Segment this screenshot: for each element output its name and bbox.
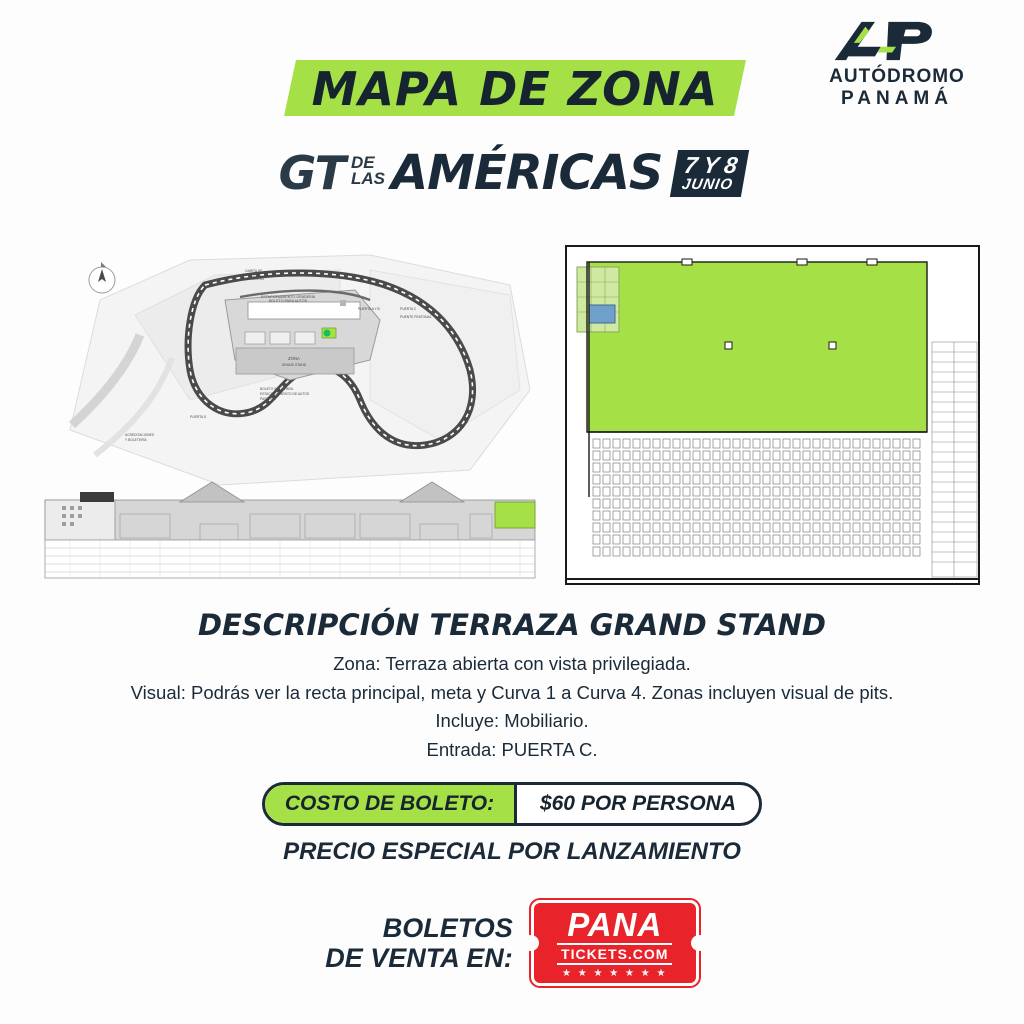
event-delas-label — [350, 152, 385, 191]
price-value: $60 POR PERSONA — [539, 792, 737, 815]
tickets-label-line1: BOLETOS — [382, 912, 513, 943]
svg-text:PUENTE PEATONAL: PUENTE PEATONAL — [400, 315, 432, 319]
event-subtitle — [0, 145, 1024, 201]
panatickets-logo-main: PANA — [567, 905, 663, 943]
price-box — [262, 782, 762, 826]
description-line-incluye: Incluye: Mobiliario. — [435, 710, 589, 732]
description-title: DESCRIPCIÓN TERRAZA GRAND STAND — [197, 608, 826, 642]
description-body — [0, 650, 1024, 765]
event-gt-label: GT — [278, 146, 345, 200]
zone-detail-map — [565, 245, 980, 585]
grandstand-elevation — [40, 480, 540, 585]
brand-logo — [792, 18, 1002, 110]
panatickets-logo-stars: ★ ★ ★ ★ ★ ★ ★ — [562, 967, 668, 979]
svg-text:PUERTA A Y B: PUERTA A Y B — [358, 307, 380, 311]
price-note: PRECIO ESPECIAL POR LANZAMIENTO — [283, 838, 741, 865]
description-line-visual: Visual: Podrás ver la recta principal, meta y Curva 1 a Curva 4. Zonas incluyen visual de pits. — [130, 681, 894, 703]
tickets-label — [325, 913, 513, 973]
svg-text:ESTACIONAMIENTO GRADERÍA: ESTACIONAMIENTO GRADERÍA — [260, 295, 316, 299]
svg-text:ESTACIONAMIENTO DE AUTOS: ESTACIONAMIENTO DE AUTOS — [260, 392, 310, 396]
svg-text:PASEROS: PASEROS — [260, 397, 276, 401]
circuit-map — [40, 240, 540, 490]
svg-text:GRAND STAND: GRAND STAND — [281, 363, 307, 367]
svg-text:DE ACCESO: DE ACCESO — [245, 277, 265, 281]
event-de-label: DE — [350, 152, 375, 172]
event-date-badge — [670, 150, 749, 197]
autodromo-panama-logo-icon — [792, 18, 1002, 64]
description-line-zona: Zona: Terraza abierta con vista privilegiada. — [333, 653, 691, 674]
event-date-days: 7 Y 8 — [682, 151, 741, 178]
description-line-entrada: Entrada: PUERTA C. — [426, 739, 598, 761]
event-date-month: JUNIO — [681, 175, 735, 193]
page-title: MAPA DE ZONA — [311, 62, 719, 116]
price-label: COSTO DE BOLETO: — [265, 785, 517, 823]
svg-text:PUERTA D: PUERTA D — [190, 415, 207, 419]
brand-name-line1: AUTÓDROMO — [829, 66, 965, 87]
tickets-row — [0, 900, 1024, 986]
event-las-label: LAS — [350, 169, 385, 188]
svg-text:ACREDITACIONES: ACREDITACIONES — [125, 433, 155, 437]
event-americas-label: AMÉRICAS — [390, 145, 663, 201]
svg-text:ZONA: ZONA — [288, 356, 300, 361]
svg-text:BOLETO PARA AUTOS: BOLETO PARA AUTOS — [269, 299, 307, 303]
svg-text:GARITA DE: GARITA DE — [245, 269, 263, 273]
panatickets-logo-sub: TICKETS.COM — [557, 943, 672, 965]
svg-text:PUERTA C: PUERTA C — [400, 307, 417, 311]
brand-name-line2: PANAMÁ — [841, 88, 953, 109]
svg-text:CONTROL: CONTROL — [245, 273, 262, 277]
tickets-label-line2: DE VENTA EN: — [325, 943, 513, 973]
panatickets-logo[interactable] — [531, 900, 699, 986]
svg-text:BOLETO SOLO PARA: BOLETO SOLO PARA — [260, 387, 294, 391]
svg-text:Y BOLETERÍA: Y BOLETERÍA — [125, 438, 147, 442]
